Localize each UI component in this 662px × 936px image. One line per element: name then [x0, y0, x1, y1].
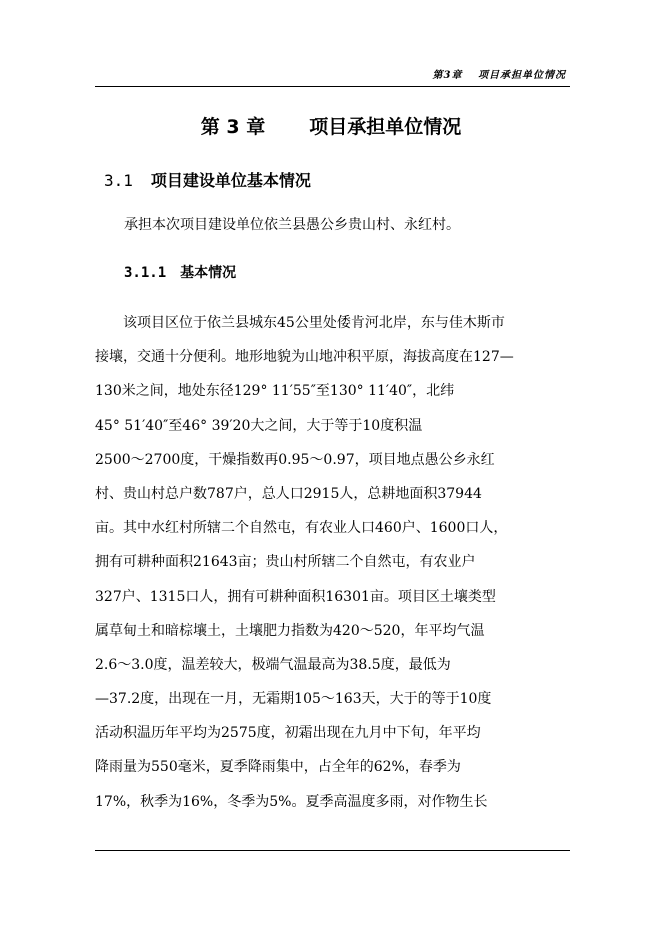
- body-line: 降雨量为550毫米，夏季降雨集中，占全年的62%，春季为: [95, 759, 461, 776]
- body-line: 2500～2700度，干燥指数再0.95～0.97，项目地点愚公乡永红: [95, 451, 495, 468]
- footer-rule: [95, 850, 570, 851]
- header-rule: [95, 86, 570, 87]
- section-title: 项目建设单位基本情况: [150, 171, 311, 190]
- body-line: —37.2度，出现在一月，无霜期105～163天，大于的等于10度: [95, 691, 492, 708]
- body-line: 拥有可耕种面积21643亩；贵山村所辖二个自然屯，有农业户: [95, 554, 476, 571]
- body-line: 130米之间，地处东径129° 11′55″至130° 11′40″，北纬: [95, 383, 455, 400]
- body-line: 接壤，交通十分便利。地形地貌为山地冲积平原，海拔高度在127—: [95, 349, 514, 366]
- body-line: 活动积温历年平均为2575度，初霜出现在九月中下旬，年平均: [95, 725, 481, 742]
- body-line: 17%，秋季为16%，冬季为5%。夏季高温度多雨，对作物生长: [95, 793, 488, 810]
- section-heading: [104, 168, 311, 191]
- body-line: 村、贵山村总户数787户，总人口2915人，总耕地面积37944: [95, 485, 482, 502]
- section-number: 3.1: [104, 171, 133, 190]
- subsection-heading: [124, 262, 236, 282]
- body-line: 该项目区位于依兰县城东45公里处倭肯河北岸，东与佳木斯市: [123, 315, 505, 331]
- body-line: 属草甸土和暗棕壤土，土壤肥力指数为420～520，年平均气温: [95, 622, 485, 639]
- subsection-title: 基本情况: [180, 265, 237, 281]
- body-line: 亩。其中水红村所辖二个自然屯，有农业人口460户、1600口人，: [95, 520, 508, 537]
- chapter-title: [0, 112, 662, 139]
- running-header: 第3章 项目承担单位情况: [432, 70, 566, 81]
- subsection-number: 3.1.1: [124, 265, 167, 281]
- body-line: 327户、1315口人，拥有可耕种面积16301亩。项目区土壤类型: [95, 588, 496, 605]
- body-line: 2.6～3.0度，温差较大，极端气温最高为38.5度，最低为: [95, 656, 451, 673]
- section-intro: 承担本次项目建设单位依兰县愚公乡贵山村、永红村。: [124, 217, 460, 233]
- body-line: 45° 51′40″至46° 39′20大之间，大于等于10度积温: [95, 417, 423, 434]
- body-paragraph: [95, 306, 570, 819]
- chapter-heading: 项目承担单位情况: [309, 116, 462, 138]
- chapter-number: 第 3 章: [200, 116, 266, 138]
